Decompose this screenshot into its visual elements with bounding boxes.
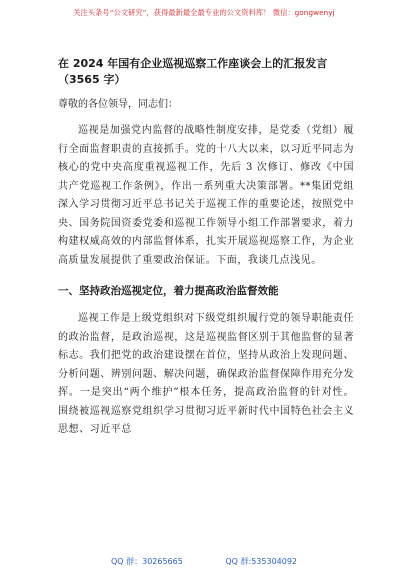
footer-qq-group-2: QQ 群:535304092	[225, 557, 298, 566]
paragraph-section-1: 巡视工作是上级党组织对下级党组织履行党的领导职能责任的政治监督，是政治巡视，这是巡视监督区别于其他监督的显著标志。我们把党的政治建设摆在首位，坚持从政治上发现问题、分析问题、辨别问题、解决问题，确保政治监督保障作用充分发挥。一是突出“两个维护”根本任务，提高政治监督的针对性。围绕被巡视巡察党组织学习贯彻习近平新时代中国特色社会主义思想、习近平总	[58, 313, 354, 435]
document-title: 在 2024 年国有企业巡视巡察工作座谈会上的汇报发言	[58, 57, 328, 70]
footer-contact	[0, 556, 408, 567]
salutation: 尊敬的各位领导，同志们：	[58, 99, 178, 110]
word-count: （3565 字）	[58, 73, 126, 86]
document-body	[58, 56, 354, 440]
paragraph-intro: 巡视是加强党内监督的战略性制度安排，是党委（党组）履行全面监督职责的直接抓手。党的十八大以来，以习近平同志为核心的党中央高度重视巡视工作，先后 3 次修订、修改《中国共产党巡视工作条例》，作出一系列重大决策部署。**集团党组深入学习贯彻习近平总书记关于巡视工作的重要论述，按照党中央、国务院国资委党委和巡视工作领导小组工作部署要求，着力构建权威高效的内部监督体系，扎实开展巡视巡察工作，为企业高质量发展提供了重要政治保证。下面，我谈几点浅见。	[58, 125, 354, 266]
top-banner: 关注头条号“公文研究”，获得最新最全最专业的公文资料库！ 微信：gongwenyj	[73, 8, 335, 17]
footer-qq-group-1: QQ 群：30265665	[110, 557, 183, 566]
section-heading-1: 一、坚持政治巡视定位，着力提高政治监督效能	[58, 285, 279, 297]
